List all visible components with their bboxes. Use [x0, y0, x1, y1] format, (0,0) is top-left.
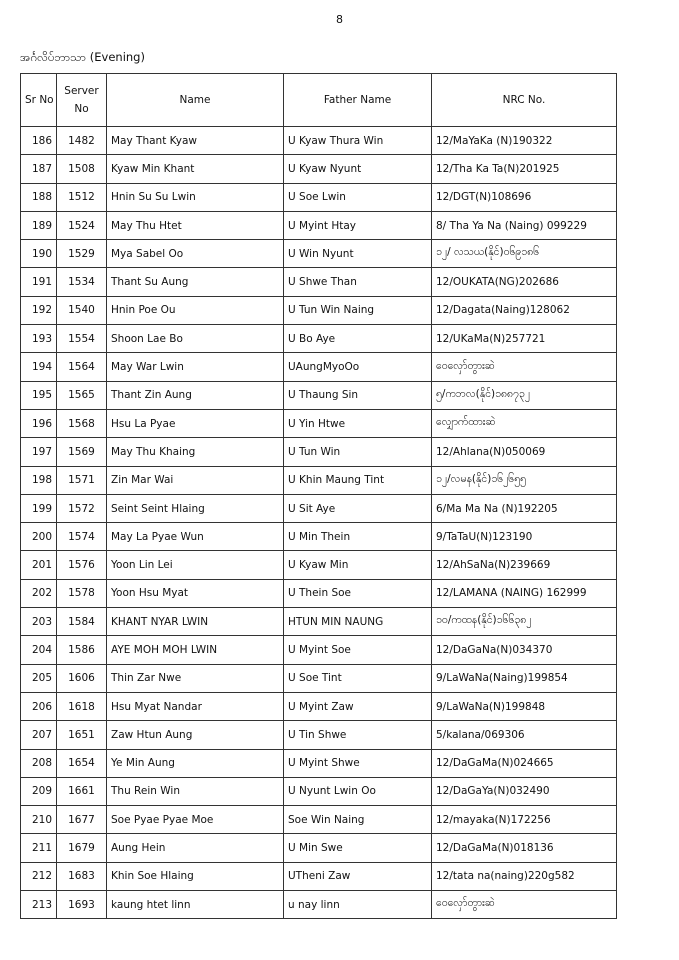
sr-no-cell: 191	[21, 268, 57, 296]
table-row	[21, 494, 617, 522]
server-no-cell: 1512	[57, 183, 107, 211]
sr-no-cell: 194	[21, 353, 57, 381]
name-cell: Shoon Lae Bo	[107, 325, 284, 353]
sr-no-cell: 197	[21, 438, 57, 466]
name-cell: May Thu Htet	[107, 211, 284, 239]
name-cell: Yoon Hsu Myat	[107, 579, 284, 607]
sr-no-cell: 206	[21, 692, 57, 720]
table-row	[21, 240, 617, 268]
sr-no-cell: 205	[21, 664, 57, 692]
sr-no-cell: 195	[21, 381, 57, 409]
name-cell: May Thu Khaing	[107, 438, 284, 466]
table-row	[21, 183, 617, 211]
table-row	[21, 891, 617, 919]
server-no-cell: 1576	[57, 551, 107, 579]
father-name-cell: U Bo Aye	[284, 325, 432, 353]
name-cell: Hsu La Pyae	[107, 409, 284, 437]
nrc-cell: 12/Ahlana(N)050069	[432, 438, 617, 466]
father-name-cell: U Sit Aye	[284, 494, 432, 522]
name-cell: Thin Zar Nwe	[107, 664, 284, 692]
nrc-cell: 9/LaWaNa(N)199848	[432, 692, 617, 720]
sr-no-cell: 203	[21, 608, 57, 636]
name-cell: May Thant Kyaw	[107, 127, 284, 155]
nrc-cell: 5/kalana/069306	[432, 721, 617, 749]
sr-no-cell: 207	[21, 721, 57, 749]
nrc-cell: 12/DaGaYa(N)032490	[432, 777, 617, 805]
server-no-cell: 1677	[57, 806, 107, 834]
father-name-cell: U Min Thein	[284, 523, 432, 551]
nrc-cell: 12/Tha Ka Ta(N)201925	[432, 155, 617, 183]
father-name-cell: Soe Win Naing	[284, 806, 432, 834]
name-cell: Hnin Poe Ou	[107, 296, 284, 324]
nrc-cell: 6/Ma Ma Na (N)192205	[432, 494, 617, 522]
server-no-cell: 1482	[57, 127, 107, 155]
sr-no-cell: 192	[21, 296, 57, 324]
nrc-cell: 12/DaGaNa(N)034370	[432, 636, 617, 664]
father-name-cell: U Tun Win	[284, 438, 432, 466]
header-name: Name	[107, 74, 284, 127]
sr-no-cell: 189	[21, 211, 57, 239]
father-name-cell: U Thein Soe	[284, 579, 432, 607]
nrc-cell: 12/UKaMa(N)257721	[432, 325, 617, 353]
father-name-cell: U Myint Shwe	[284, 749, 432, 777]
table-row	[21, 325, 617, 353]
father-name-cell: U Kyaw Nyunt	[284, 155, 432, 183]
father-name-cell: U Min Swe	[284, 834, 432, 862]
server-no-cell: 1606	[57, 664, 107, 692]
nrc-cell: 12/DGT(N)108696	[432, 183, 617, 211]
sr-no-cell: 209	[21, 777, 57, 805]
name-cell: Zaw Htun Aung	[107, 721, 284, 749]
sr-no-cell: 208	[21, 749, 57, 777]
header-sr-no: Sr No	[21, 74, 57, 127]
sr-no-cell: 186	[21, 127, 57, 155]
nrc-cell: 12/Dagata(Naing)128062	[432, 296, 617, 324]
header-server-no-line2: No	[74, 103, 89, 115]
header-nrc-no: NRC No.	[432, 74, 617, 127]
table-row	[21, 579, 617, 607]
father-name-cell: UTheni Zaw	[284, 862, 432, 890]
name-cell: Mya Sabel Oo	[107, 240, 284, 268]
nrc-cell: လျှောက်ထားဆဲ	[432, 409, 617, 437]
table-row	[21, 268, 617, 296]
father-name-cell: U Soe Tint	[284, 664, 432, 692]
name-cell: Thant Su Aung	[107, 268, 284, 296]
father-name-cell: U Tin Shwe	[284, 721, 432, 749]
sr-no-cell: 193	[21, 325, 57, 353]
father-name-cell: U Soe Lwin	[284, 183, 432, 211]
father-name-cell: U Kyaw Thura Win	[284, 127, 432, 155]
table-row	[21, 806, 617, 834]
name-cell: Ye Min Aung	[107, 749, 284, 777]
sr-no-cell: 213	[21, 891, 57, 919]
header-server-no	[57, 74, 107, 127]
nrc-cell: 9/LaWaNa(Naing)199854	[432, 664, 617, 692]
sr-no-cell: 210	[21, 806, 57, 834]
table-row	[21, 523, 617, 551]
table-row	[21, 353, 617, 381]
table-row	[21, 862, 617, 890]
father-name-cell: U Yin Htwe	[284, 409, 432, 437]
nrc-cell: 12/OUKATA(NG)202686	[432, 268, 617, 296]
father-name-cell: u nay linn	[284, 891, 432, 919]
nrc-cell: ၅/ကဘလ(နိုင်)၁၈၈၇၃၂	[432, 381, 617, 409]
nrc-cell: 12/AhSaNa(N)239669	[432, 551, 617, 579]
server-no-cell: 1651	[57, 721, 107, 749]
father-name-cell: U Khin Maung Tint	[284, 466, 432, 494]
sr-no-cell: 204	[21, 636, 57, 664]
server-no-cell: 1683	[57, 862, 107, 890]
table-row	[21, 155, 617, 183]
server-no-cell: 1568	[57, 409, 107, 437]
father-name-cell: U Nyunt Lwin Oo	[284, 777, 432, 805]
table-row	[21, 211, 617, 239]
server-no-cell: 1564	[57, 353, 107, 381]
table-row	[21, 551, 617, 579]
name-cell: Hsu Myat Nandar	[107, 692, 284, 720]
name-cell: kaung htet linn	[107, 891, 284, 919]
table-row	[21, 749, 617, 777]
nrc-cell: ၁၂/ လသယ(နိုင်)၀၆၉၁၈၆	[432, 240, 617, 268]
table-row	[21, 636, 617, 664]
name-cell: Khin Soe Hlaing	[107, 862, 284, 890]
server-no-cell: 1569	[57, 438, 107, 466]
nrc-cell: 12/DaGaMa(N)018136	[432, 834, 617, 862]
name-cell: Aung Hein	[107, 834, 284, 862]
table-row	[21, 296, 617, 324]
server-no-cell: 1654	[57, 749, 107, 777]
table-row	[21, 834, 617, 862]
name-cell: Soe Pyae Pyae Moe	[107, 806, 284, 834]
nrc-cell: 12/mayaka(N)172256	[432, 806, 617, 834]
nrc-cell: 12/LAMANA (NAING) 162999	[432, 579, 617, 607]
sr-no-cell: 196	[21, 409, 57, 437]
server-no-cell: 1661	[57, 777, 107, 805]
server-no-cell: 1572	[57, 494, 107, 522]
nrc-cell: 12/tata na(naing)220g582	[432, 862, 617, 890]
table-row	[21, 466, 617, 494]
name-cell: KHANT NYAR LWIN	[107, 608, 284, 636]
header-father-name: Father Name	[284, 74, 432, 127]
server-no-cell: 1574	[57, 523, 107, 551]
header-row	[21, 74, 617, 127]
table-row	[21, 127, 617, 155]
page-number: 8	[336, 13, 343, 26]
server-no-cell: 1540	[57, 296, 107, 324]
name-cell: Yoon Lin Lei	[107, 551, 284, 579]
name-cell: May War Lwin	[107, 353, 284, 381]
nrc-cell: ဝေလှော်တွားဆဲ	[432, 891, 617, 919]
server-no-cell: 1534	[57, 268, 107, 296]
nrc-cell: 12/DaGaMa(N)024665	[432, 749, 617, 777]
name-cell: Zin Mar Wai	[107, 466, 284, 494]
sr-no-cell: 187	[21, 155, 57, 183]
name-cell: Kyaw Min Khant	[107, 155, 284, 183]
father-name-cell: UAungMyoOo	[284, 353, 432, 381]
server-no-cell: 1578	[57, 579, 107, 607]
father-name-cell: HTUN MIN NAUNG	[284, 608, 432, 636]
server-no-cell: 1554	[57, 325, 107, 353]
server-no-cell: 1584	[57, 608, 107, 636]
header-server-no-line1: Server	[64, 85, 99, 97]
sr-no-cell: 199	[21, 494, 57, 522]
name-cell: Thu Rein Win	[107, 777, 284, 805]
name-cell: May La Pyae Wun	[107, 523, 284, 551]
nrc-cell: 12/MaYaKa (N)190322	[432, 127, 617, 155]
father-name-cell: U Thaung Sin	[284, 381, 432, 409]
name-cell: Seint Seint Hlaing	[107, 494, 284, 522]
name-cell: AYE MOH MOH LWIN	[107, 636, 284, 664]
father-name-cell: U Win Nyunt	[284, 240, 432, 268]
nrc-cell: 8/ Tha Ya Na (Naing) 099229	[432, 211, 617, 239]
father-name-cell: U Kyaw Min	[284, 551, 432, 579]
nrc-cell: ဝေလှော်တွားဆဲ	[432, 353, 617, 381]
father-name-cell: U Myint Soe	[284, 636, 432, 664]
sr-no-cell: 201	[21, 551, 57, 579]
father-name-cell: U Shwe Than	[284, 268, 432, 296]
table-row	[21, 381, 617, 409]
server-no-cell: 1524	[57, 211, 107, 239]
name-cell: Thant Zin Aung	[107, 381, 284, 409]
table-row	[21, 721, 617, 749]
table-row	[21, 438, 617, 466]
table-row	[21, 409, 617, 437]
name-cell: Hnin Su Su Lwin	[107, 183, 284, 211]
table-row	[21, 608, 617, 636]
nrc-cell: 9/TaTaU(N)123190	[432, 523, 617, 551]
sr-no-cell: 212	[21, 862, 57, 890]
server-no-cell: 1586	[57, 636, 107, 664]
sr-no-cell: 198	[21, 466, 57, 494]
sr-no-cell: 200	[21, 523, 57, 551]
table-row	[21, 777, 617, 805]
father-name-cell: U Myint Zaw	[284, 692, 432, 720]
father-name-cell: U Myint Htay	[284, 211, 432, 239]
sr-no-cell: 211	[21, 834, 57, 862]
section-title: အင်္ဂလိပ်ဘာသာ (Evening)	[20, 50, 145, 64]
sr-no-cell: 188	[21, 183, 57, 211]
nrc-cell: ၁၀/ကထန(နိုင်)၁၆၆၃၈၂	[432, 608, 617, 636]
sr-no-cell: 190	[21, 240, 57, 268]
roster-body	[21, 127, 617, 919]
father-name-cell: U Tun Win Naing	[284, 296, 432, 324]
server-no-cell: 1679	[57, 834, 107, 862]
server-no-cell: 1618	[57, 692, 107, 720]
nrc-cell: ၁၂/လမန(နိုင်)၁၆၂၆၅၅	[432, 466, 617, 494]
table-row	[21, 692, 617, 720]
server-no-cell: 1571	[57, 466, 107, 494]
table-row	[21, 664, 617, 692]
server-no-cell: 1565	[57, 381, 107, 409]
server-no-cell: 1693	[57, 891, 107, 919]
server-no-cell: 1529	[57, 240, 107, 268]
sr-no-cell: 202	[21, 579, 57, 607]
server-no-cell: 1508	[57, 155, 107, 183]
roster-table	[20, 73, 617, 919]
